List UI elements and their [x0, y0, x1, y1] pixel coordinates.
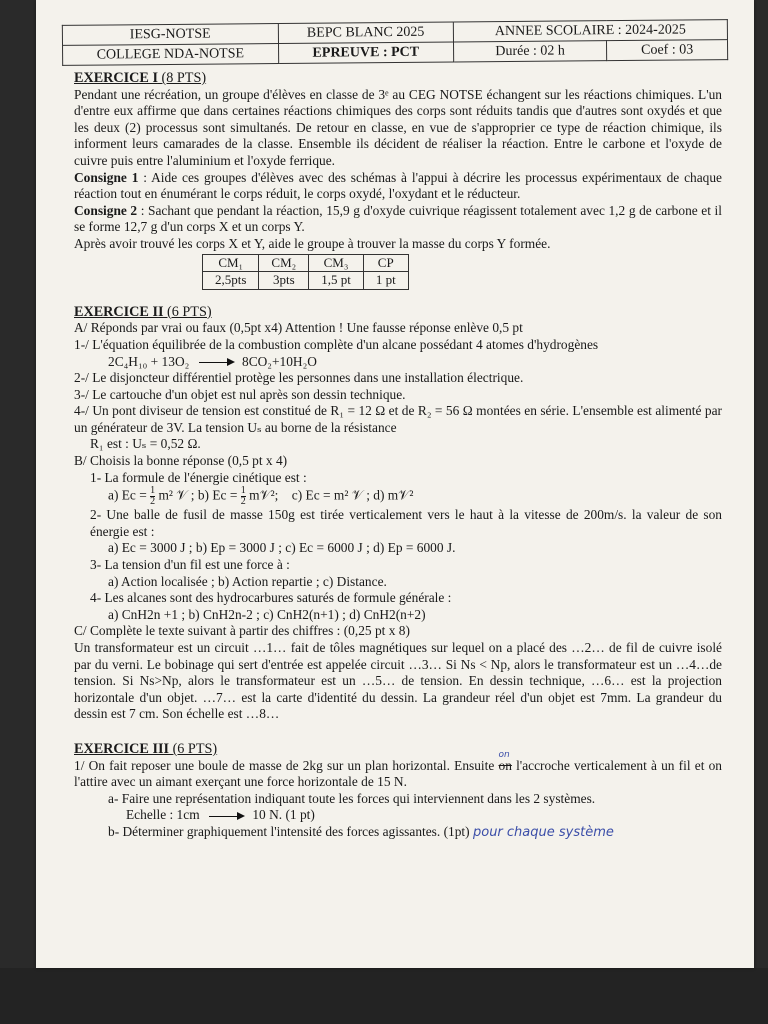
school-name-1: IESG-NOTSE [62, 24, 278, 46]
exercise-3-question-1 [74, 749, 722, 791]
exercise-3-points: (6 PTS) [172, 740, 218, 757]
exercise-2-title: EXERCICE II [74, 303, 164, 320]
question-1-text-end: l'accroche verticalement à un fil et on l'attire avec un aimant exerçant une force horizontale de 15 N. [74, 757, 722, 790]
exercise-2-heading [74, 304, 722, 321]
exercise-3-heading [74, 741, 722, 758]
grading-value: 2,5pts [203, 272, 259, 290]
consigne-1-text: : Aide ces groupes d'élèves avec des schémas à l'appui à décrire les processus expérimentaux de chaque réaction tout en énumérant le corps réduit, le corps oxydé, l'oxydant et le réducteur. [74, 169, 723, 202]
grading-header: CM₁ [203, 254, 259, 272]
exam-header-table [62, 19, 728, 66]
grading-table [202, 254, 409, 290]
subject: EPREUVE : PCT [278, 42, 454, 64]
spacer [74, 290, 722, 304]
equation-products: 8CO₂+10H₂O [242, 353, 317, 369]
photo-background-right [754, 0, 768, 968]
fraction-denominator: 2 [150, 496, 156, 508]
combustion-equation [74, 354, 722, 371]
part-b-item-4: 4- Les alcanes sont des hydrocarbures saturés de formule générale : [90, 590, 452, 606]
question-1b [74, 824, 722, 842]
fraction-numerator: 1 [240, 485, 246, 497]
part-a-item-4: 4-/ Un pont diviseur de tension est constitué de R₁ = 12 Ω et de R₂ = 56 Ω montées en série. L'ensemble est alimenté par un générateur de 3V. La tension Uₛ au borne de la résistance [74, 403, 722, 435]
equation-reactants: 2C₄H₁₀ + 13O₂ [108, 353, 190, 369]
consigne-2-text: : Sachant que pendant la réaction, 15,9 g d'oxyde cuivrique réagissent totalement avec 1,2 g de carbone et il se forme 12,7 g d'un corps X et un corps Y. [74, 202, 722, 235]
exercise-1-title: EXERCICE I [74, 70, 158, 86]
option-b-text: m𝒱²; [249, 487, 279, 503]
school-name-2: COLLEGE NDA-NOTSE [63, 44, 279, 66]
consigne-1 [74, 170, 722, 203]
fraction-denominator: 2 [240, 496, 246, 508]
struck-word: on [498, 757, 512, 773]
exercise-1-intro: Pendant une récréation, un groupe d'élèves en classe de 3ᵉ au CEG NOTSE échangent sur les réactions chimiques. L'un d'entre eux affirme que dans certaines réactions chimiques des corps sont réduits tandis que d'autres sont oxydés et que les deux (2) processus sont simultanés. De retour en classe, en vue de s'approprier ce type de réaction chimique, ils informent leurs camarades de la classe. Ensemble ils décident de réaliser la réaction. Entre le carbone et l'oxyde de cuivre puis entre l'aluminium et l'oxyde ferrique. [74, 86, 722, 168]
grading-header: CM₂ [259, 254, 309, 272]
spacer [74, 723, 722, 741]
exam-content [74, 70, 722, 842]
scale-line [74, 807, 722, 824]
duration: Durée : 02 h [453, 41, 606, 62]
photo-background-bottom [0, 968, 768, 1024]
fraction-one-half [150, 486, 155, 507]
exercise-2-points: (6 PTS) [167, 303, 212, 320]
consigne-2-question: Après avoir trouvé les corps X et Y, aide le groupe à trouver la masse du corps Y formée. [74, 235, 551, 251]
exam-sheet [36, 0, 754, 968]
part-a-item-2: 2-/ Le disjoncteur différentiel protège les personnes dans une installation électrique. [74, 370, 524, 386]
grading-header: CP [363, 254, 408, 272]
school-year: ANNEE SCOLAIRE : 2024-2025 [453, 20, 727, 42]
part-a-item-4-end: R₁ est : Uₛ = 0,52 Ω. [90, 436, 201, 452]
part-b-title: B/ Choisis la bonne réponse (0,5 pt x 4) [74, 453, 288, 469]
question-1a: a- Faire une représentation indiquant toute les forces qui interviennent dans les 2 systèmes. [108, 790, 596, 806]
part-a-item-1: 1-/ L'équation équilibrée de la combustion complète d'un alcane possédant 4 atomes d'hydrogènes [74, 336, 599, 352]
part-a-title: A/ Réponds par vrai ou faux (0,5pt x4) Attention ! Une fausse réponse enlève 0,5 pt [74, 320, 523, 336]
exercise-3-title: EXERCICE III [74, 740, 170, 757]
grading-value: 3pts [259, 272, 309, 290]
part-b-item-2: 2- Une balle de fusil de masse 150g est tirée verticalement vers le haut à la vitesse de 200m/s. la valeur de son énergie est : [90, 507, 722, 539]
part-a-item-3: 3-/ Le cartouche d'un objet est nul après son dessin technique. [74, 386, 406, 402]
scale-left: Echelle : 1cm [126, 807, 200, 823]
coefficient: Coef : 03 [607, 40, 728, 61]
handwritten-note: pour chaque système [472, 824, 614, 840]
part-c-text: Un transformateur est un circuit …1… fait de tôles magnétiques sur lequel on a placé des …2… de fil de cuivre isolé par du verni. Le bobinage qui sert d'entrée est appelée circuit …3… Si Ns < Np, alors le transformateur est un …4…de tension. Si Ns>Np, alors le transformateur est un …5… de tension. En dessin technique, …6… est la projection horizontale d'un objet. …7… est la carte d'identité du dessin. La grandeur réel d'un objet est 7mm. La grandeur du dessin est 7 cm. Son échelle est …8… [74, 640, 722, 722]
scale-right: 10 N. (1 pt) [252, 807, 315, 823]
part-c-title: C/ Complète le texte suivant à partir des chiffres : (0,25 pt x 8) [74, 623, 410, 639]
fraction-numerator: 1 [150, 485, 156, 497]
handwritten-correction [498, 749, 512, 773]
option-c-d-text: c) Ec = m² 𝒱 ; d) m𝒱² [291, 487, 414, 503]
option-a-b-text: m² 𝒱 ; b) Ec = [158, 487, 238, 503]
part-b-item-3: 3- La tension d'un fil est une force à : [90, 557, 290, 573]
consigne-1-label: Consigne 1 [74, 169, 139, 185]
reaction-arrow-icon [199, 362, 233, 363]
grading-value: 1,5 pt [309, 272, 364, 290]
exercise-1-points: (8 PTS) [161, 70, 207, 86]
consigne-2 [74, 203, 722, 236]
question-1-text-start: 1/ On fait reposer une boule de masse de 2kg sur un plan horizontal. Ensuite [74, 757, 495, 773]
consigne-2-label: Consigne 2 [74, 202, 138, 218]
part-b-item-2-options: a) Ec = 3000 J ; b) Ep = 3000 J ; c) Ec = 6000 J ; d) Ep = 6000 J. [108, 540, 456, 556]
handwritten-on: on [498, 749, 510, 760]
exercise-1-heading [74, 70, 722, 87]
scale-arrow-icon [209, 816, 243, 817]
photo-background-left [0, 0, 36, 968]
part-b-item-3-options: a) Action localisée ; b) Action repartie ; c) Distance. [108, 573, 387, 589]
part-b-item-1-options [74, 486, 722, 507]
part-b-item-4-options: a) CnH2n +1 ; b) CnH2n-2 ; c) CnH2(n+1) ; d) CnH2(n+2) [108, 606, 426, 622]
fraction-one-half [241, 486, 246, 507]
option-a-label: a) Ec = [108, 487, 147, 503]
exam-name: BEPC BLANC 2025 [278, 22, 454, 44]
question-1b-text: b- Déterminer graphiquement l'intensité des forces agissantes. (1pt) [108, 823, 470, 839]
grading-value: 1 pt [363, 272, 408, 290]
part-b-item-1: 1- La formule de l'énergie cinétique est : [90, 469, 307, 485]
grading-header: CM₃ [309, 254, 364, 272]
